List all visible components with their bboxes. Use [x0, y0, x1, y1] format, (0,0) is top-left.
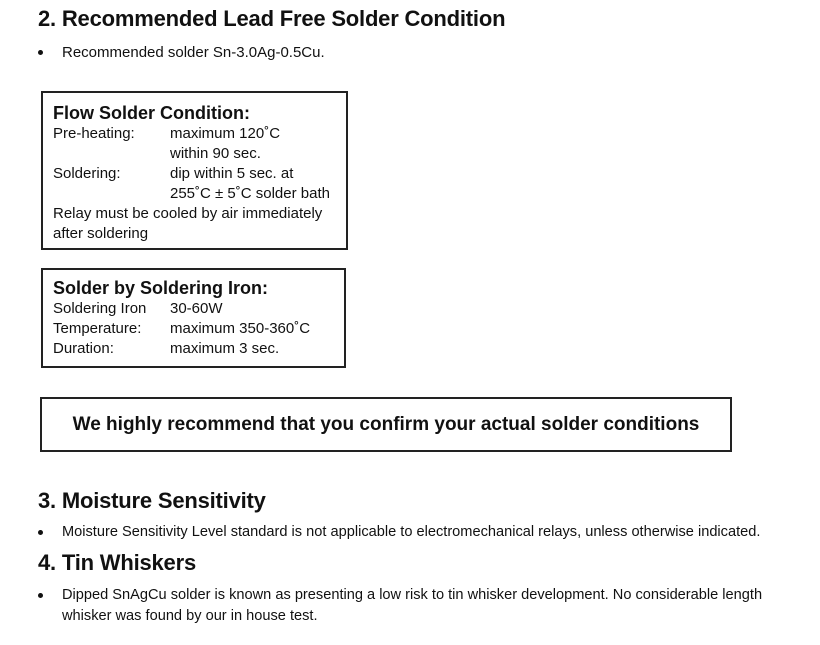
- duration-value: maximum 3 sec.: [170, 340, 280, 357]
- temperature-label: Temperature:: [53, 320, 142, 337]
- recommendation-notice-text: We highly recommend that you confirm your actual solder conditions: [72, 413, 700, 435]
- section-3-bullet-text: Moisture Sensitivity Level standard is not applicable to electromechanical relays, unless otherwise indicated.: [62, 524, 761, 540]
- flow-solder-box: [41, 91, 348, 250]
- recommendation-notice: [40, 397, 732, 452]
- preheating-label: Pre-heating:: [53, 125, 135, 142]
- section-2-bullet: [38, 42, 778, 63]
- temperature-value: maximum 350-360˚C: [170, 320, 311, 337]
- cooling-note-2: after soldering: [53, 225, 149, 242]
- section-2-heading: 2. Recommended Lead Free Solder Condition: [38, 6, 506, 31]
- iron-label: Soldering Iron: [53, 300, 147, 317]
- soldering-row: [53, 164, 346, 184]
- cooling-note: Relay must be cooled by air immediately: [53, 205, 323, 222]
- section-3-heading: 3. Moisture Sensitivity: [38, 488, 266, 513]
- duration-row: [53, 339, 344, 359]
- section-3-bullet: [38, 522, 808, 543]
- flow-solder-title: Flow Solder Condition:: [53, 103, 250, 123]
- soldering-iron-title: Solder by Soldering Iron:: [53, 278, 269, 298]
- preheating-value: maximum 120˚C: [170, 125, 281, 142]
- section-4-heading: 4. Tin Whiskers: [38, 550, 196, 575]
- preheating-value-2: within 90 sec.: [170, 145, 261, 162]
- duration-label: Duration:: [53, 340, 114, 357]
- soldering-iron-box: [41, 268, 346, 368]
- iron-value: 30-60W: [170, 300, 223, 317]
- bullet-icon: [38, 530, 43, 535]
- soldering-label: Soldering:: [53, 165, 121, 182]
- section-2-bullet-text: Recommended solder Sn-3.0Ag-0.5Cu.: [62, 44, 325, 61]
- bullet-icon: [38, 593, 43, 598]
- section-4-bullet: [38, 585, 808, 627]
- soldering-row-2: [53, 184, 346, 204]
- section-4-bullet-text-1: Dipped SnAgCu solder is known as presenting a low risk to tin whisker development. No considerable length: [62, 587, 763, 603]
- section-4-bullet-text-2: whisker was found by our in house test.: [62, 608, 318, 624]
- iron-row: [53, 299, 344, 319]
- temperature-row: [53, 319, 344, 339]
- preheating-row: [53, 124, 346, 144]
- soldering-value-2: 255˚C ± 5˚C solder bath: [170, 185, 330, 202]
- preheating-row-2: [53, 144, 346, 164]
- bullet-icon: [38, 50, 43, 55]
- soldering-value: dip within 5 sec. at: [170, 165, 294, 182]
